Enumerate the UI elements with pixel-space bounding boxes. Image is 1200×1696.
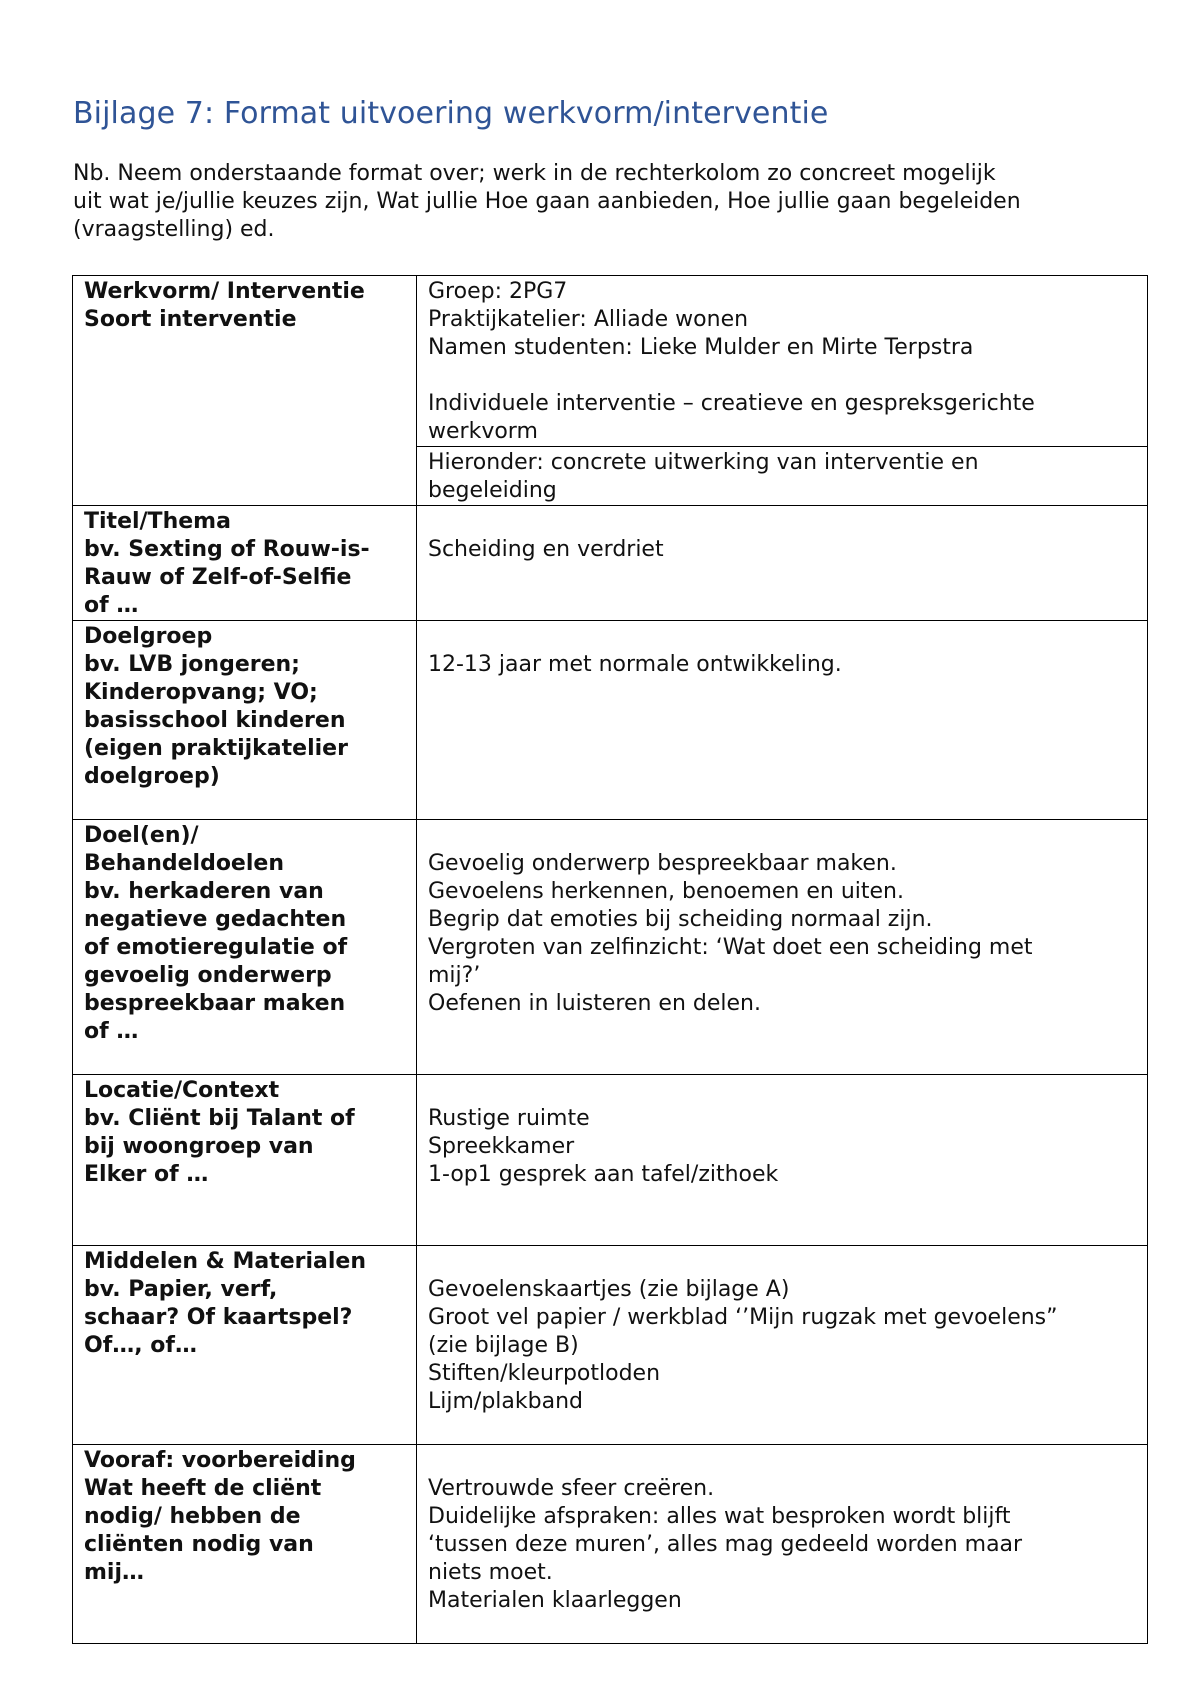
titel-value-cell xyxy=(417,506,1148,621)
studenten-line: Namen studenten: Lieke Mulder en Mirte Terpstra xyxy=(428,335,974,360)
vooraf-label-cell xyxy=(73,1445,417,1644)
row-label-line: Of…, of… xyxy=(84,1333,197,1358)
row-label-line: Kinderopvang; VO; xyxy=(84,680,318,705)
row-value-line: ‘tussen deze muren’, alles mag gedeeld worden maar xyxy=(428,1532,1023,1557)
row-value-line: Gevoelenskaartjes (zie bijlage A) xyxy=(428,1277,790,1302)
intro-line: uit wat je/jullie keuzes zijn, Wat jullie Hoe gaan aanbieden, Hoe jullie gaan begeleiden xyxy=(73,189,1021,214)
row-label-line: Behandeldoelen xyxy=(84,851,284,876)
hieronder-cell xyxy=(417,447,1148,506)
row-label-line: mij… xyxy=(84,1560,145,1585)
hieronder-line: Hieronder: concrete uitwerking van interventie en xyxy=(428,450,979,475)
locatie-label-cell xyxy=(73,1075,417,1246)
row-value-line: 12-13 jaar met normale ontwikkeling. xyxy=(428,652,842,677)
row-label-line: doelgroep) xyxy=(84,764,220,789)
row-label-line: basisschool kinderen xyxy=(84,708,346,733)
table-row-middelen xyxy=(73,1246,1148,1445)
table-row-locatie xyxy=(73,1075,1148,1246)
row-value-line: niets moet. xyxy=(428,1560,553,1585)
row-label-line: bv. herkaderen van xyxy=(84,879,324,904)
doelen-value-cell xyxy=(417,820,1148,1075)
interventie-type-line: Individuele interventie – creatieve en gespreksgerichte xyxy=(428,391,1035,416)
vooraf-value-cell xyxy=(417,1445,1148,1644)
row-value-line: Gevoelig onderwerp bespreekbaar maken. xyxy=(428,851,897,876)
row-value-line: Scheiding en verdriet xyxy=(428,537,664,562)
row-label-line: Locatie/Context xyxy=(84,1078,280,1103)
row-label-line: Doelgroep xyxy=(84,624,213,649)
row-label-line: bv. Cliënt bij Talant of xyxy=(84,1106,355,1131)
doelgroep-label-cell xyxy=(73,621,417,820)
row-value-line: 1-op1 gesprek aan tafel/zithoek xyxy=(428,1162,779,1187)
row-label-line: cliënten nodig van xyxy=(84,1532,314,1557)
table-row-vooraf xyxy=(73,1445,1148,1644)
row-value-line: Duidelijke afspraken: alles wat besproken wordt blijft xyxy=(428,1504,1011,1529)
intro-text xyxy=(73,160,1153,244)
row-label-line: bv. Papier, verf, xyxy=(84,1277,278,1302)
row-label-line: gevoelig onderwerp xyxy=(84,963,332,988)
row-label-line: Werkvorm/ Interventie xyxy=(84,279,365,304)
hieronder-line: begeleiding xyxy=(428,478,557,503)
row-label-line: (eigen praktijkatelier xyxy=(84,736,348,761)
row-value-line: Vertrouwde sfeer creëren. xyxy=(428,1476,715,1501)
table-row-doelen xyxy=(73,820,1148,1075)
groep-line xyxy=(428,278,1137,334)
werkvorm-label-cell xyxy=(73,276,417,506)
row-value-line: Rustige ruimte xyxy=(428,1106,590,1131)
row-label-line: Wat heeft de cliënt xyxy=(84,1476,322,1501)
row-label-line: of emotieregulatie of xyxy=(84,935,348,960)
row-label-line: bv. LVB jongeren; xyxy=(84,652,300,677)
intro-line: Nb. Neem onderstaande format over; werk in de rechterkolom zo concreet mogelijk xyxy=(73,161,996,186)
row-value-line: Oefenen in luisteren en delen. xyxy=(428,991,761,1016)
row-label-line: negatieve gedachten xyxy=(84,907,347,932)
row-label-line: Titel/Thema xyxy=(84,509,231,534)
table-row-doelgroep xyxy=(73,621,1148,820)
row-label-line: of … xyxy=(84,593,139,618)
row-label-line: Rauw of Zelf-of-Selfie xyxy=(84,565,352,590)
locatie-value-cell xyxy=(417,1075,1148,1246)
table-row-werkvorm xyxy=(73,276,1148,447)
row-value-line: Materialen klaarleggen xyxy=(428,1588,682,1613)
row-label-line: Middelen & Materialen xyxy=(84,1249,367,1274)
doelen-label-cell xyxy=(73,820,417,1075)
row-label-line: of … xyxy=(84,1019,139,1044)
row-label-line: nodig/ hebben de xyxy=(84,1504,301,1529)
row-value-line: Spreekkamer xyxy=(428,1134,575,1159)
interventie-type-line: werkvorm xyxy=(428,419,538,444)
row-label-line: Vooraf: voorbereiding xyxy=(84,1448,356,1473)
row-label-line: bv. Sexting of Rouw-is- xyxy=(84,537,370,562)
row-value-line: (zie bijlage B) xyxy=(428,1333,579,1358)
titel-label-cell xyxy=(73,506,417,621)
row-value-line: Vergroten van zelfinzicht: ‘Wat doet een scheiding met xyxy=(428,935,1033,960)
document-heading: Bijlage 7: Format uitvoering werkvorm/interventie xyxy=(73,96,829,131)
row-label-line: Soort interventie xyxy=(84,307,297,332)
middelen-label-cell xyxy=(73,1246,417,1445)
table-row-titel xyxy=(73,506,1148,621)
row-value-line: Groot vel papier / werkblad ‘’Mijn rugzak met gevoelens” xyxy=(428,1305,1058,1330)
row-label-line: Doel(en)/ xyxy=(84,823,199,848)
praktijkatelier-text: Praktijkatelier: Alliade wonen xyxy=(428,307,749,332)
doelgroep-value-cell xyxy=(417,621,1148,820)
row-value-line: mij?’ xyxy=(428,963,481,988)
row-value-line: Gevoelens herkennen, benoemen en uiten. xyxy=(428,879,904,904)
row-value-line: Stiften/kleurpotloden xyxy=(428,1361,661,1386)
intro-line: (vraagstelling) ed. xyxy=(73,217,275,242)
row-value-line: Begrip dat emoties bij scheiding normaal zijn. xyxy=(428,907,933,932)
row-label-line: bespreekbaar maken xyxy=(84,991,346,1016)
row-label-line: schaar? Of kaartspel? xyxy=(84,1305,353,1330)
row-label-line: Elker of … xyxy=(84,1162,209,1187)
row-label-line: bij woongroep van xyxy=(84,1134,314,1159)
middelen-value-cell xyxy=(417,1246,1148,1445)
werkvorm-value-cell xyxy=(417,276,1148,447)
format-table xyxy=(72,275,1148,1644)
groep-text: Groep: 2PG7 xyxy=(428,279,568,304)
row-value-line: Lijm/plakband xyxy=(428,1389,583,1414)
